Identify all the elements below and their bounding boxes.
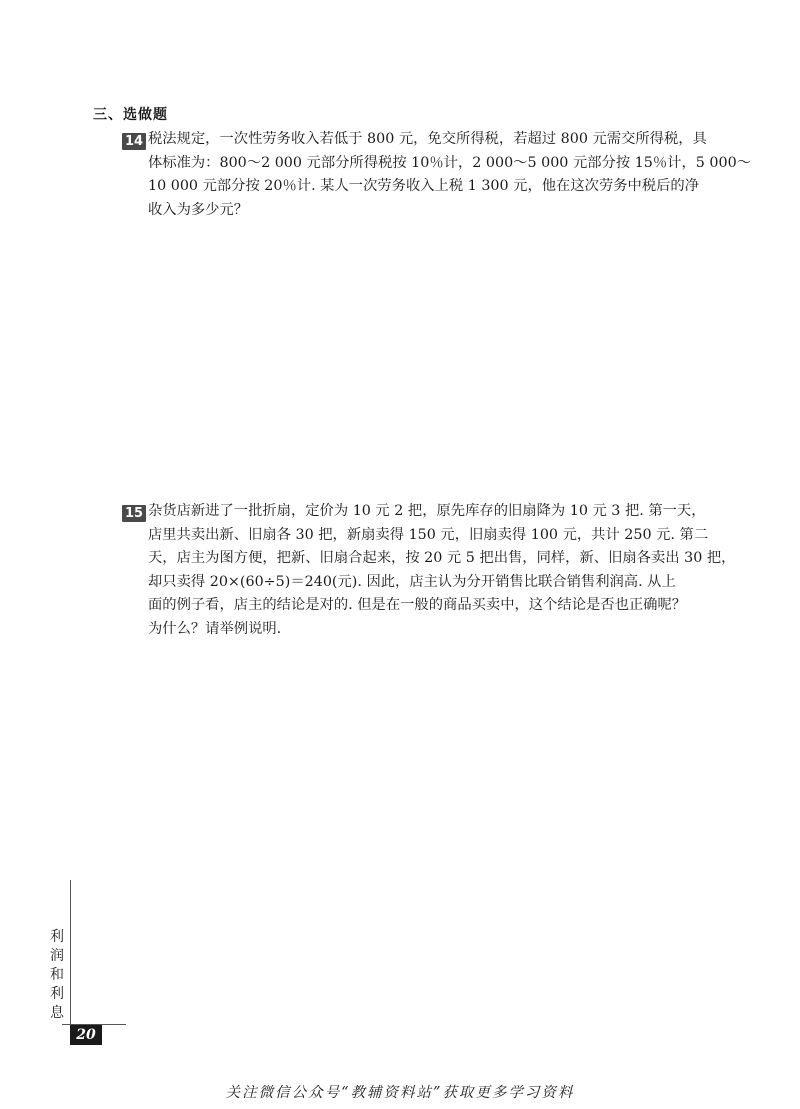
section-heading: 三、选做题 [93,107,168,123]
chapter-title-char: 息 [50,1005,64,1021]
problem-15-number: 15 [122,505,146,522]
problem-15-line: 店里共卖出新、旧扇各 30 把，新扇卖得 150 元，旧扇卖得 100 元，共计 250 元. 第二 [148,526,709,543]
chapter-title [48,928,66,1023]
problem-15-line: 面的例子看，店主的结论是对的. 但是在一般的商品买卖中，这个结论是否也正确呢？ [148,597,687,613]
problem-15-line: 却只卖得 20×(60÷5)＝240(元). 因此，店主认为分开销售比联合销售利润高. 从上 [148,573,676,590]
chapter-title-char: 和 [50,967,64,983]
problem-15-line: 天，店主为图方便，把新、旧扇合起来，按 20 元 5 把出售，同样，新、旧扇各卖出 30 把， [148,550,736,566]
problem-14-line: 税法规定，一次性劳务收入若低于 800 元，免交所得税，若超过 800 元需交所得税，具 [148,131,707,147]
problem-15-line: 杂货店新进了一批折扇，定价为 10 元 2 把，原先库存的旧扇降为 10 元 3 把. 第一天， [148,503,706,519]
problem-14-line: 10 000 元部分按 20％计. 某人一次劳务收入上税 1 300 元，他在这次劳务中税后的净 [148,178,700,194]
problem-15-line: 为什么？请举例说明. [148,620,282,637]
chapter-title-char: 润 [50,948,64,964]
problem-14-text [148,128,751,222]
page-number: 20 [70,1025,102,1045]
problem-14-number: 14 [122,133,146,150]
problem-15-text [148,500,735,641]
footer-note: 关注微信公众号“教辅资料站”获取更多学习资料 [225,1085,575,1101]
chapter-title-char: 利 [50,929,64,945]
chapter-title-char: 利 [50,986,64,1002]
problem-14-line: 收入为多少元？ [148,201,249,218]
side-rule [70,880,71,1025]
problem-14-line: 体标准为：800～2 000 元部分所得税按 10％计，2 000～5 000 元部分按 15％计，5 000～ [148,154,751,171]
